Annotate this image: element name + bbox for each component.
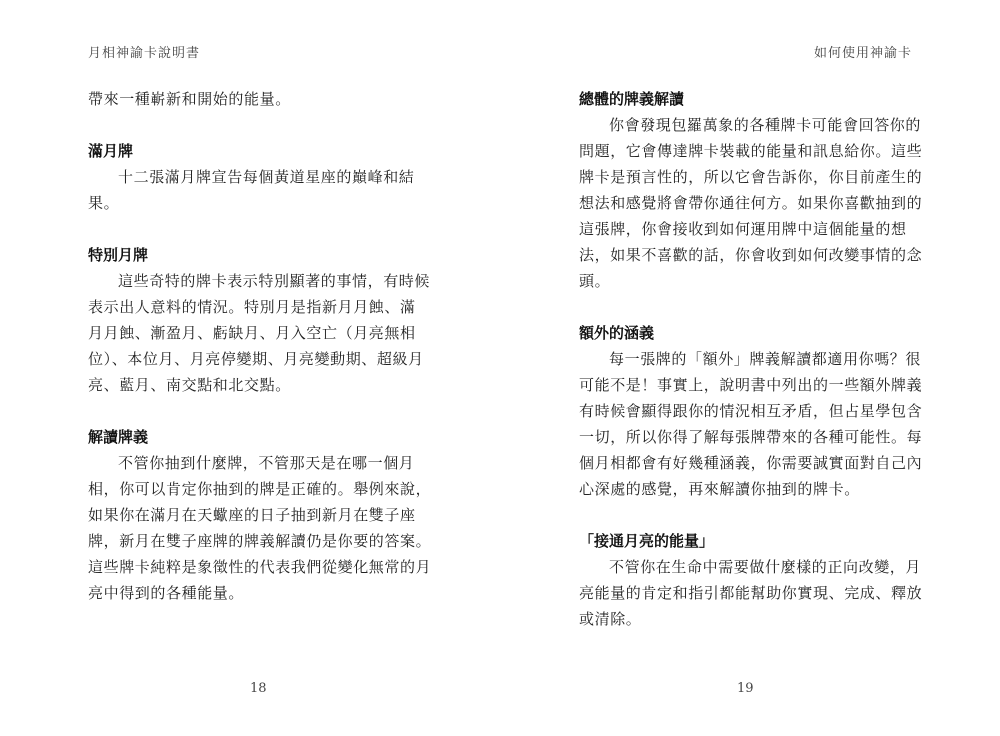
section-heading: 解讀牌義: [88, 428, 149, 446]
text-line: 你會發現包羅萬象的各種牌卡可能會回答你的: [609, 116, 922, 134]
page-number-right: 19: [737, 681, 754, 696]
section-heading: 「接通月亮的能量」: [579, 532, 715, 550]
section-paragraph: [88, 268, 431, 398]
text-line: 月月蝕、漸盈月、虧缺月、月入空亡（月亮無相: [88, 324, 416, 342]
text-line: 亮中得到的各種能量。: [88, 584, 245, 602]
left-page-body: [88, 86, 432, 632]
running-head-right: 如何使用神諭卡: [813, 46, 912, 61]
text-line: 想法和感覺將會帶你通往何方。如果你喜歡抽到的: [579, 194, 923, 212]
text-line: 相，你可以肯定你抽到的牌是正確的。舉例來說，: [88, 480, 432, 498]
section-heading: 特別月牌: [88, 246, 149, 264]
text-line: 亮能量的肯定和指引都能幫助你實現、完成、釋放: [579, 584, 923, 602]
text-line: 牌卡是預言性的，所以它會告訴你，你目前產生的: [579, 168, 923, 186]
text-line: 這些牌卡純粹是象徵性的代表我們從變化無常的月: [88, 558, 432, 576]
text-line: 位）、本位月、月亮停變期、月亮變動期、超級月: [88, 350, 424, 368]
section-overall-interpretation: [579, 86, 923, 294]
running-head-left: 月相神諭卡說明書: [88, 46, 201, 61]
section-paragraph: [579, 554, 923, 632]
opening-paragraph: [88, 86, 422, 112]
text-line: 或清除。: [579, 610, 642, 628]
text-line: 頭。: [579, 272, 611, 290]
text-line: 如果你在滿月在天蠍座的日子抽到新月在雙子座: [88, 506, 416, 524]
text-line: 個月相都會有好幾種涵義，你需要誠實面對自己內: [579, 454, 923, 472]
section-paragraph: [579, 346, 923, 502]
page-number-left: 18: [250, 681, 267, 696]
section-special-moon-cards: [88, 242, 431, 398]
text-line: 心深處的感覺，再來解讀你抽到的牌卡。: [579, 480, 860, 498]
section-heading: 總體的牌義解讀: [579, 90, 685, 108]
text-line: 亮、藍月、南交點和北交點。: [88, 376, 291, 394]
text-line: 不管你在生命中需要做什麼樣的正向改變，月: [609, 558, 922, 576]
text-line: 不管你抽到什麼牌，不管那天是在哪一個月: [118, 454, 415, 472]
text-line: 這些奇特的牌卡表示特別顯著的事情，有時候: [118, 272, 431, 290]
text-line: 有時候會顯得跟你的情況相互矛盾，但占星學包含: [579, 402, 923, 420]
section-heading: 額外的涵義: [579, 324, 655, 342]
right-page: [500, 0, 1000, 736]
text-line: 帶來一種嶄新和開始的能量。: [88, 90, 291, 108]
text-line: 果。: [88, 194, 120, 212]
section-paragraph: [88, 450, 432, 606]
text-line: 一切，所以你得了解每張牌帶來的各種可能性。每: [579, 428, 923, 446]
text-line: 法，如果不喜歡的話，你會收到如何改變事情的念: [579, 246, 923, 264]
text-line: 每一張牌的「額外」牌義解讀都適用你嗎？很: [609, 350, 922, 368]
section-moon-energy: [579, 528, 923, 632]
text-line: 表示出人意料的情況。特別月是指新月月蝕、滿: [88, 298, 416, 316]
section-extra-meanings: [579, 320, 923, 502]
section-heading: 滿月牌: [88, 142, 134, 160]
section-full-moon-cards: [88, 138, 422, 216]
right-page-body: [579, 86, 923, 658]
text-line: 牌，新月在雙子座牌的牌義解讀仍是你要的答案。: [88, 532, 432, 550]
section-interpreting-cards: [88, 424, 432, 606]
section-paragraph: [579, 112, 923, 294]
section-paragraph: [88, 164, 422, 216]
text-line: 這張牌，你會接收到如何運用牌中這個能量的想: [579, 220, 907, 238]
text-line: 問題，它會傳達牌卡裝載的能量和訊息給你。這些: [579, 142, 923, 160]
text-line: 十二張滿月牌宣告每個黃道星座的巔峰和結: [118, 168, 415, 186]
text-line: 可能不是！事實上，說明書中列出的一些額外牌義: [579, 376, 923, 394]
